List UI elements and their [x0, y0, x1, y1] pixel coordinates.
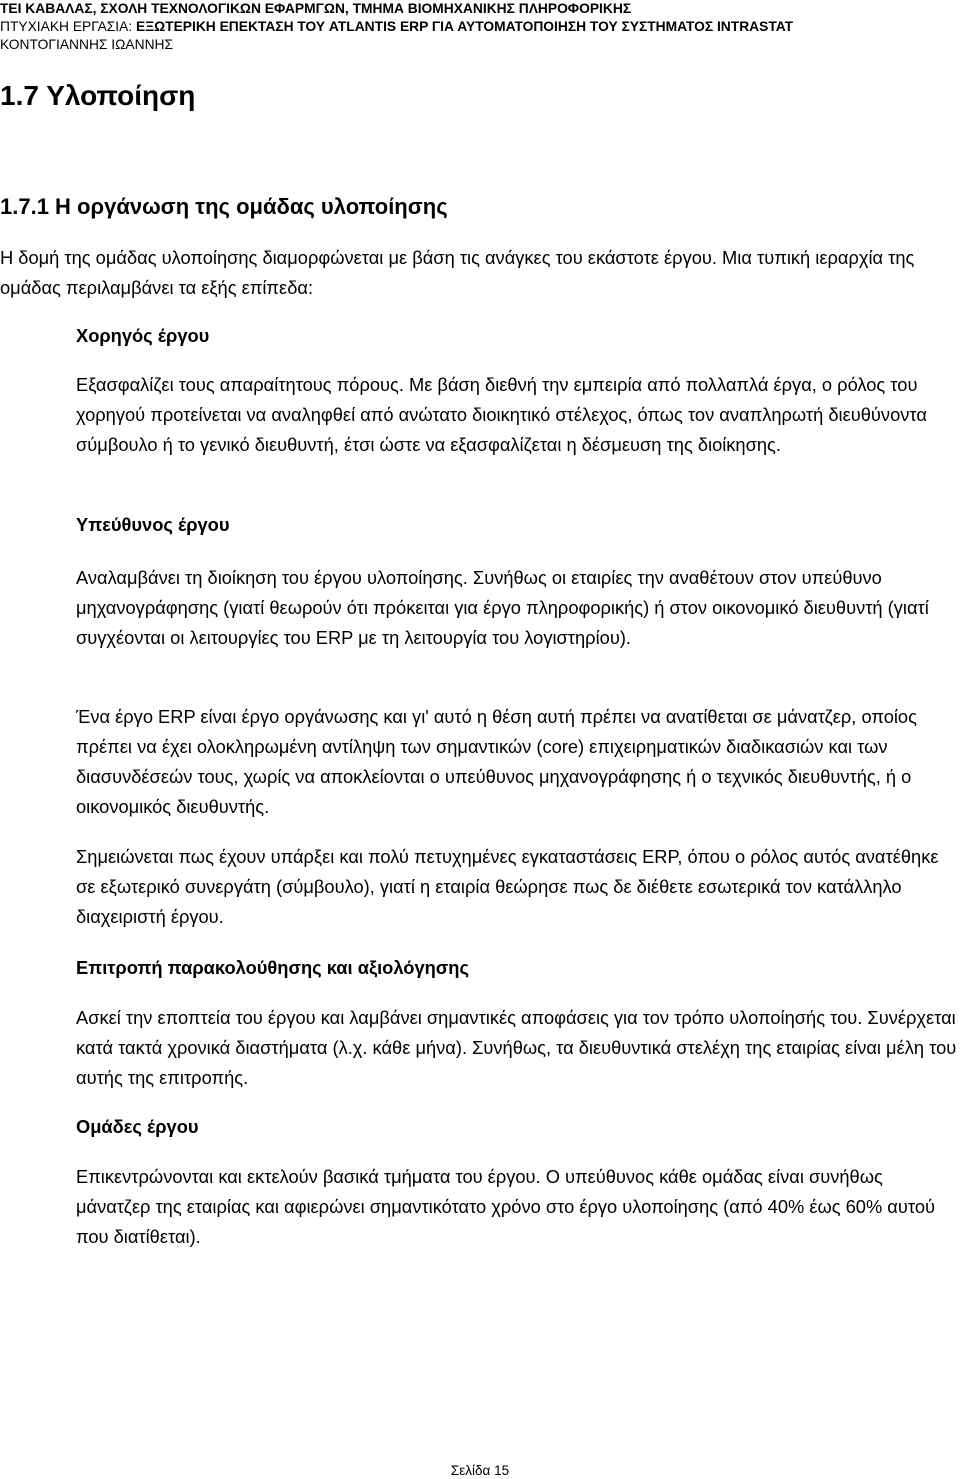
header-thesis-prefix: ΠΤΥΧΙΑΚΗ ΕΡΓΑΣΙΑ: [0, 19, 137, 34]
section-title: 1.7 Υλοποίηση [0, 80, 196, 111]
role-manager-paragraph-2: Ένα έργο ERP είναι έργο οργάνωσης και γι' αυτό η θέση αυτή πρέπει να ανατίθεται σε μάνατζερ, οποίος πρέπει να έχει ολοκληρωμένη αντίληψη των σημαντικών (core) επιχειρηματικών διαδικασιών και των διασυνδέσεών τους, χωρίς να αποκλείονται ο υπεύθυνος μηχανογράφησης ή ο τεχνικός διευθυντής, ή ο οικονομικός διευθυντής. [76, 706, 917, 817]
role-sponsor-paragraph: Εξασφαλίζει τους απαραίτητους πόρους. Με βάση διεθνή την εμπειρία από πολλαπλά έργα, ο ρόλος του χορηγού προτείνεται να αναληφθεί από ανώτατο διοικητικό στέλεχος, όπως τον αναπληρωτή διευθύνοντα σύμβουλο ή το γενικό διευθυντή, έτσι ώστε να εξασφαλίζεται η δέσμευση της διοίκησης. [76, 374, 927, 455]
role-teams-paragraph: Επικεντρώνονται και εκτελούν βασικά τμήματα του έργου. Ο υπεύθυνος κάθε ομάδας είναι συνήθως μάνατζερ της εταιρίας και αφιερώνει σημαντικότατο χρόνο στο έργο υλοποίησης (από 40% έως 60% αυτού που διατίθεται). [76, 1166, 936, 1247]
role-title-steering-committee: Επιτροπή παρακολούθησης και αξιολόγησης [76, 957, 469, 978]
page-number: Σελίδα 15 [450, 1463, 510, 1478]
header-thesis [0, 18, 960, 36]
page-header [0, 0, 960, 54]
role-title-sponsor: Χορηγός έργου [76, 325, 210, 346]
header-thesis-title: ΕΞΩΤΕΡΙΚΗ ΕΠΕΚΤΑΣΗ ΤΟΥ ATLANTIS ERP ΓΙΑ ΑΥΤΟΜΑΤΟΠΟΙΗΣΗ ΤΟΥ ΣΥΣΤΗΜΑΤΟΣ INTRASTAT [136, 19, 794, 34]
subsection-title: 1.7.1 Η οργάνωση της ομάδας υλοποίησης [0, 194, 448, 219]
role-title-project-teams: Ομάδες έργου [76, 1116, 199, 1137]
role-manager-paragraph-1: Αναλαμβάνει τη διοίκηση του έργου υλοποίησης. Συνήθως οι εταιρίες την αναθέτουν στον υπεύθυνο μηχανογράφησης (γιατί θεωρούν ότι πρόκειται για έργο πληροφορικής) ή στον οικονομικό διευθυντή (γιατί συγχέονται οι λειτουργίες του ERP με τη λειτουργία του λογιστηρίου). [76, 567, 929, 648]
role-title-project-manager: Υπεύθυνος έργου [76, 514, 230, 535]
role-manager-paragraph-3: Σημειώνεται πως έχουν υπάρξει και πολύ πετυχημένες εγκαταστάσεις ERP, όπου ο ρόλος αυτός ανατέθηκε σε εξωτερικό συνεργάτη (σύμβουλο), γιατί η εταιρία θεώρησε πως δε διέθετε εσωτερικά τον κατάλληλο διαχειριστή έργου. [76, 846, 939, 927]
header-institution: ΤΕΙ ΚΑΒΑΛΑΣ, ΣΧΟΛΗ ΤΕΧΝΟΛΟΓΙΚΩΝ ΕΦΑΡΜΓΩΝ, ΤΜΗΜΑ ΒΙΟΜΗΧΑΝΙΚΗΣ ΠΛΗΡΟΦΟΡΙΚΗΣ [0, 1, 632, 16]
header-author: ΚΟΝΤΟΓΙΑΝΝΗΣ ΙΩΑΝΝΗΣ [0, 37, 174, 52]
role-committee-paragraph: Ασκεί την εποπτεία του έργου και λαμβάνει σημαντικές αποφάσεις για τον τρόπο υλοποίησής του. Συνέρχεται κατά τακτά χρονικά διαστήματα (λ.χ. κάθε μήνα). Συνήθως, τα διευθυντικά στελέχη της εταιρίας είναι μέλη του αυτής της επιτροπής. [76, 1007, 957, 1088]
intro-paragraph: Η δομή της ομάδας υλοποίησης διαμορφώνεται με βάση τις ανάγκες του εκάστοτε έργου. Μια τυπική ιεραρχία της ομάδας περιλαμβάνει τα εξής επίπεδα: [0, 247, 915, 298]
